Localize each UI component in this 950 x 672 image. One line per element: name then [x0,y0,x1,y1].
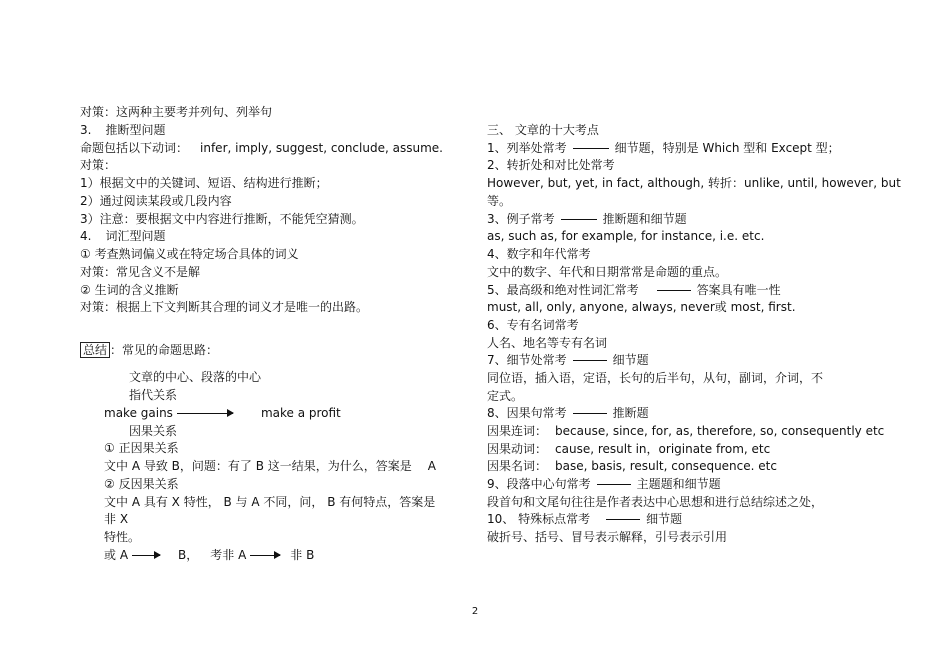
heading-vocabulary: 4. 词汇型问题 [80,229,166,243]
strategy-label: 对策： [80,158,117,172]
reference-example: make gains make a profit [104,406,341,420]
right-column [487,0,901,672]
summary-box: 总结 [80,342,110,358]
vocab-strategy-1: 对策：常见含义不是解 [80,265,201,279]
point-7-desc: 同位语，插入语，定语，长句的后半句，从句，副词，介词，不 [487,371,824,385]
point-5-words: must, all, only, anyone, always, never或 most, first. [487,300,796,314]
point-8-verbs: 因果动词： cause, result in，originate from, etc [487,442,771,456]
heading-inference: 3. 推断型问题 [80,123,166,137]
point-1: 1、列举处常考 细节题，特别是 Which 型和 Except 型； [487,141,840,155]
point-3-words: as, such as, for example, for instance, i.e. etc. [487,229,765,243]
causal-negative: ② 反因果关系 [104,477,179,491]
arrow-icon [132,555,160,556]
vocab-item-1: ① 考查熟词偏义或在特定场合具体的词义 [80,247,299,261]
inference-verbs: 命题包括以下动词： infer, imply, suggest, conclude, assume. [80,141,443,155]
strategy-line: 对策：这两种主要考并列句、列举句 [80,105,273,119]
causal-negative-desc-3: 特性。 [104,530,141,544]
causal-formula: 或 A B， 考非 A 非 B [104,548,315,562]
point-9: 9、段落中心句常考 主题题和细节题 [487,477,721,491]
point-8-conjunctions: 因果连词： because, since, for, as, therefore, so, consequently etc [487,424,885,438]
vocab-strategy-2: 对策：根据上下文判断其合理的词义才是唯一的出路。 [80,300,369,314]
vocab-item-2: ② 生词的含义推断 [80,283,179,297]
point-8: 8、因果句常考 推断题 [487,406,649,420]
causal-positive: ① 正因果关系 [104,441,179,455]
point-9-desc: 段首句和文尾句往往是作者表达中心思想和进行总结综述之处， [487,495,824,509]
point-10: 10、 特殊标点常考 细节题 [487,512,683,526]
point-7: 7、细节处常考 细节题 [487,353,649,367]
strategy-item-2: 2）通过阅读某段或几段内容 [80,194,232,208]
causal-negative-desc: 文中 A 具有 X 特性， B 与 A 不同，问， B 有何特点，答案是 [104,495,436,509]
left-column [80,0,460,672]
point-5: 5、最高级和绝对性词汇常考 答案具有唯一性 [487,283,781,297]
point-3: 3、例子常考 推断题和细节题 [487,212,687,226]
point-6-desc: 人名、地名等专有名词 [487,336,608,350]
point-2-words-end: 等。 [487,194,512,208]
point-8-nouns: 因果名词： base, basis, result, consequence. etc [487,459,777,473]
summary-item-center: 文章的中心、段落的中心 [129,370,262,384]
summary-heading: 总结 ：常见的命题思路： [80,342,218,359]
summary-item-causal: 因果关系 [129,424,178,438]
causal-positive-desc: 文中 A 导致 B，问题：有了 B 这一结果，为什么，答案是 A [104,459,436,473]
arrow-icon [177,413,233,414]
strategy-item-3: 3）注意：要根据文中内容进行推断，不能凭空猜测。 [80,212,364,226]
strategy-item-1: 1）根据文中的关键词、短语、结构进行推断； [80,176,328,190]
point-7-desc-end: 定式。 [487,389,524,403]
point-6: 6、专有名词常考 [487,318,579,332]
point-2: 2、转折处和对比处常考 [487,158,615,172]
summary-item-reference: 指代关系 [129,388,178,402]
point-10-desc: 破折号、括号、冒号表示解释，引号表示引用 [487,530,728,544]
point-4: 4、数字和年代常考 [487,247,591,261]
point-2-words: However, but, yet, in fact, although, 转折：unlike, until, however, but [487,176,901,190]
point-4-desc: 文中的数字、年代和日期常常是命题的重点。 [487,265,728,279]
section-heading-ten-points: 三、 文章的十大考点 [487,123,599,137]
causal-negative-desc-2: 非 X [104,512,129,526]
page-number: 2 [471,606,479,617]
arrow-icon [250,555,280,556]
